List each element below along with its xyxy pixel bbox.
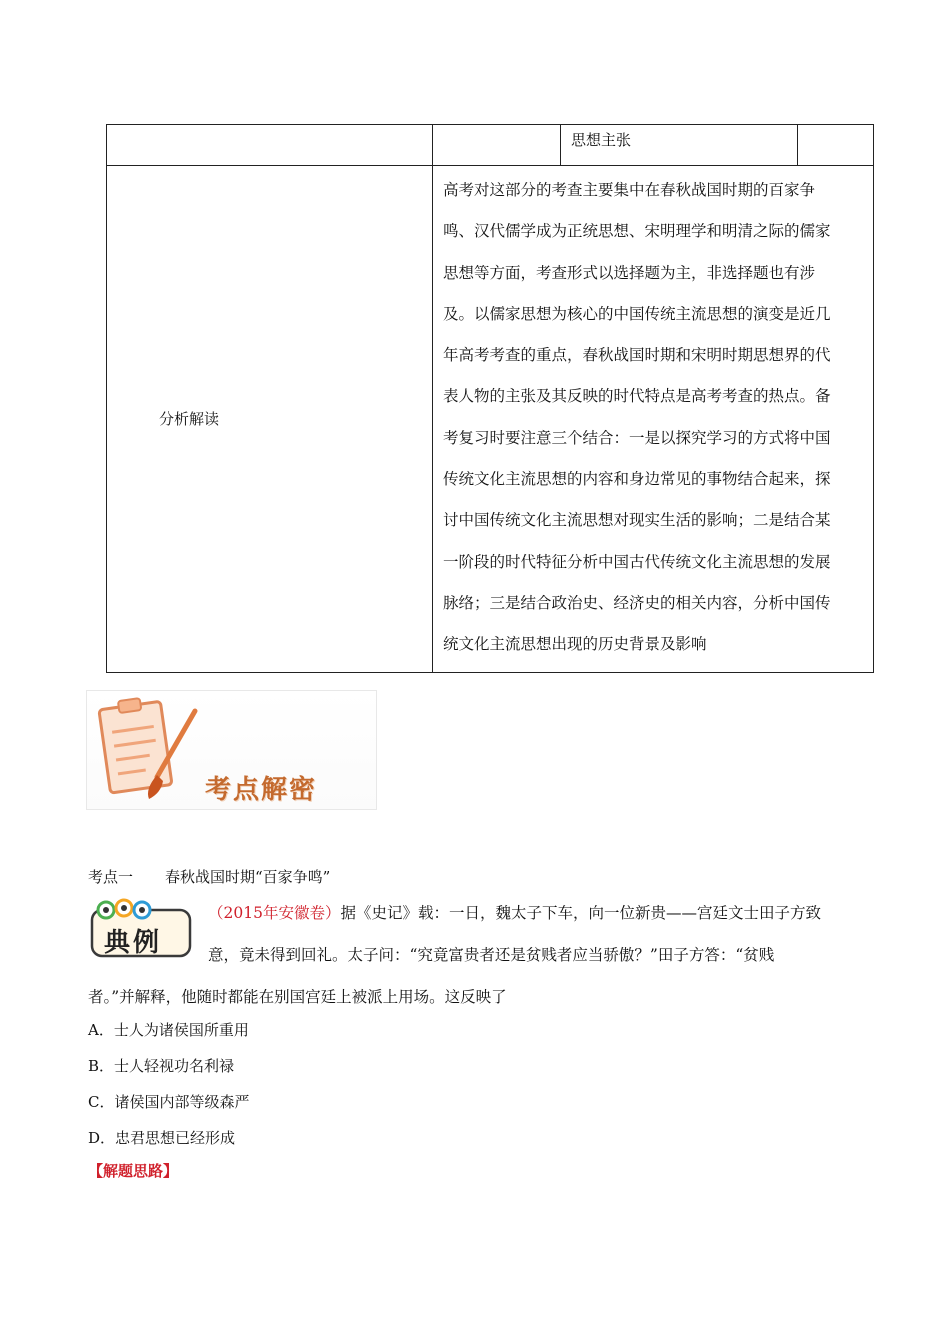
section-title: 春秋战国时期“百家争鸣”: [165, 868, 331, 886]
question-source: （2015年安徽卷）: [208, 904, 341, 922]
solution-hint-heading: 【解题思路】: [88, 1162, 179, 1180]
table-body-row: [107, 166, 874, 673]
content-table: [106, 124, 874, 673]
analysis-line: 脉络；三是结合政治史、经济史的相关内容，分析中国传: [443, 593, 831, 612]
question-line-1: [208, 901, 821, 923]
analysis-line: 及。以儒家思想为核心的中国传统主流思想的演变是近几: [443, 304, 831, 323]
analysis-line: 年高考考查的重点，春秋战国时期和宋明时期思想界的代: [443, 346, 831, 365]
question-text-3: 者。”并解释，他随时都能在别国宫廷上被派上用场。这反映了: [88, 988, 507, 1006]
analysis-line: 统文化主流思想出现的历史背景及影响: [443, 635, 707, 654]
analysis-text: [433, 166, 874, 673]
option-a: A．士人为诸侯国所重用: [88, 1021, 249, 1039]
table-header-cell: 思想主张: [561, 125, 798, 166]
analysis-line: 考复习时要注意三个结合：一是以探究学习的方式将中国: [443, 428, 831, 447]
analysis-label: 分析解读: [159, 410, 220, 429]
table-empty-cell: [107, 125, 433, 166]
table-left-cell: [107, 166, 433, 673]
analysis-line: 高考对这部分的考查主要集中在春秋战国时期的百家争: [443, 181, 816, 199]
clipboard-brush-icon: [87, 691, 207, 809]
example-badge: [90, 898, 194, 958]
question-text-1: 据《史记》载：一日，魏太子下车，向一位新贵——宫廷文士田子方致: [340, 904, 821, 922]
analysis-line: 传统文化主流思想的内容和身边常见的事物结合起来，探: [443, 470, 831, 489]
question-text-2: 意，竟未得到回礼。太子问：“究竟富贵者还是贫贱者应当骄傲？”田子方答：“贫贱: [208, 946, 775, 964]
analysis-line: 鸣、汉代儒学成为正统思想、宋明理学和明清之际的儒家: [443, 222, 831, 241]
table-empty-cell: [798, 125, 874, 166]
option-b: B．士人轻视功名利禄: [88, 1057, 235, 1075]
option-d: D．忠君思想已经形成: [88, 1129, 236, 1147]
section-label: 考点一: [88, 868, 134, 886]
analysis-line: 一阶段的时代特征分析中国古代传统文化主流思想的发展: [443, 552, 831, 571]
analysis-line: 表人物的主张及其反映的时代特点是高考考查的热点。备: [443, 387, 831, 406]
analysis-line: 讨中国传统文化主流思想对现实生活的影响；二是结合某: [443, 511, 831, 530]
section-heading: [88, 866, 330, 887]
banner-title: 考点解密: [205, 775, 318, 805]
table-header-row: [107, 125, 874, 166]
analysis-line: 思想等方面，考查形式以选择题为主，非选择题也有涉: [443, 263, 816, 282]
table-empty-cell: [433, 125, 561, 166]
section-banner: [86, 690, 377, 810]
option-c: C．诸侯国内部等级森严: [88, 1093, 250, 1111]
example-badge-label: 典例: [104, 928, 163, 958]
